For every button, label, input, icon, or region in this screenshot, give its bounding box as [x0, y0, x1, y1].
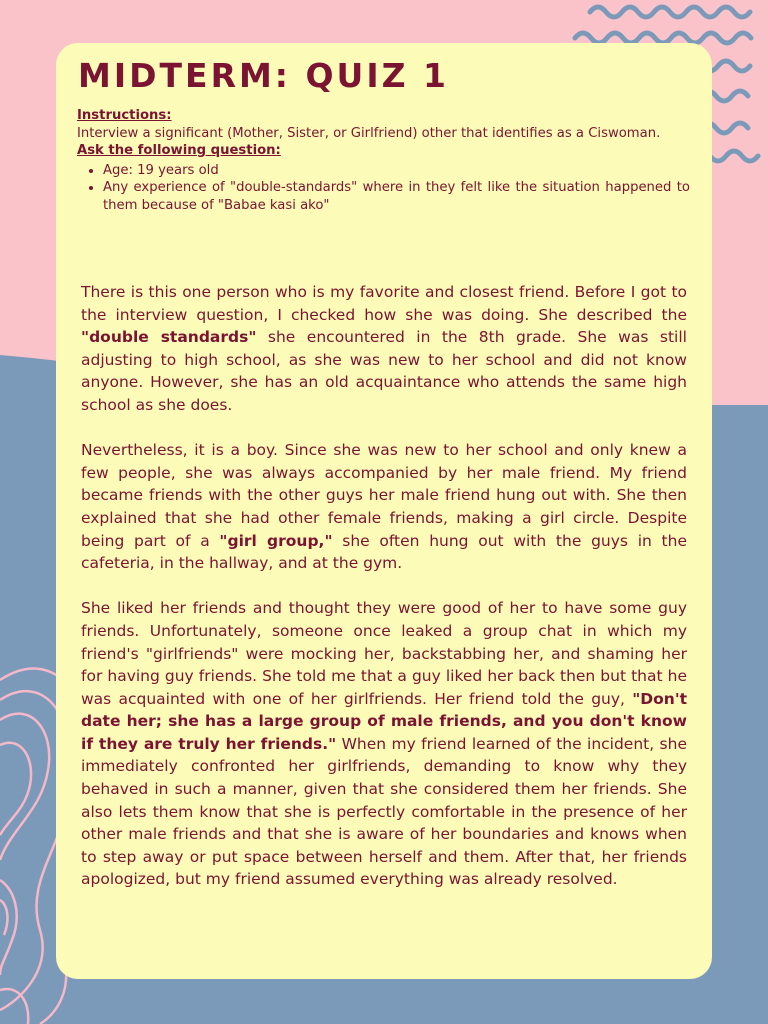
paragraph-1-text-a: There is this one person who is my favorite and closest friend. Before I got to the interview question, I checked how she was doing. She described the	[81, 283, 687, 324]
paragraph-2-text-a: Nevertheless, it is a boy. Since she was new to her school and only knew a few people, she was always accompanied by her male friend. My friend became friends with the other guys her male friend hung out with. She then explained that she had other female friends, making a girl circle. Despite being part of a	[81, 441, 687, 550]
paragraph-3-bold: "Don't date her; she has a large group of male friends, and you don't know if they are truly her friends."	[81, 689, 687, 753]
question-list	[77, 162, 690, 215]
paragraph-1	[81, 281, 687, 417]
paragraph-3	[81, 597, 687, 891]
paragraph-2	[81, 439, 687, 575]
instructions-text: Interview a significant (Mother, Sister, or Girlfriend) other that identifies as a Ciswoman.	[77, 125, 661, 141]
essay-body	[81, 281, 687, 914]
question-item-experience: • Any experience of "double-standards" where in they felt like the situation happened to them because of "Babae kasi ako"	[103, 179, 690, 214]
paragraph-3-text-b: When my friend learned of the incident, she immediately confronted her girlfriends, demanding to know why they behaved in such a manner, given that she considered them her friends. She also lets them know that she is perfectly comfortable in the presence of her other male friends and that she is aware of her boundaries and knows when to step away or put space between herself and them. After that, her friends apologized, but my friend assumed everything was already resolved.	[81, 734, 687, 889]
question-heading: Ask the following question:	[77, 143, 281, 158]
paragraph-2-bold: "girl group,"	[219, 531, 333, 550]
question-item-age: • Age: 19 years old	[103, 162, 690, 180]
paragraph-3-text-a: She liked her friends and thought they were good of her to have some guy friends. Unfortunately, someone once leaked a group chat in which my friend's "girlfriends" were mocking her, backstabbing her, and shaming her for having guy friends. She told me that a guy liked her back then but that he was acquainted with one of her girlfriends. Her friend told the guy,	[81, 599, 687, 708]
instructions-heading: Instructions:	[77, 108, 172, 123]
paragraph-1-text-b: she encountered in the 8th grade. She was still adjusting to high school, as she was new to her school and did not know anyone. However, she has an old acquaintance who attends the same high school as she does.	[81, 328, 687, 414]
paragraph-1-bold: "double standards"	[81, 328, 257, 347]
page-title: MIDTERM: QUIZ 1	[78, 56, 450, 95]
paragraph-2-text-b: she often hung out with the guys in the cafeteria, in the hallway, and at the gym.	[81, 531, 687, 573]
instructions-block	[77, 107, 690, 214]
